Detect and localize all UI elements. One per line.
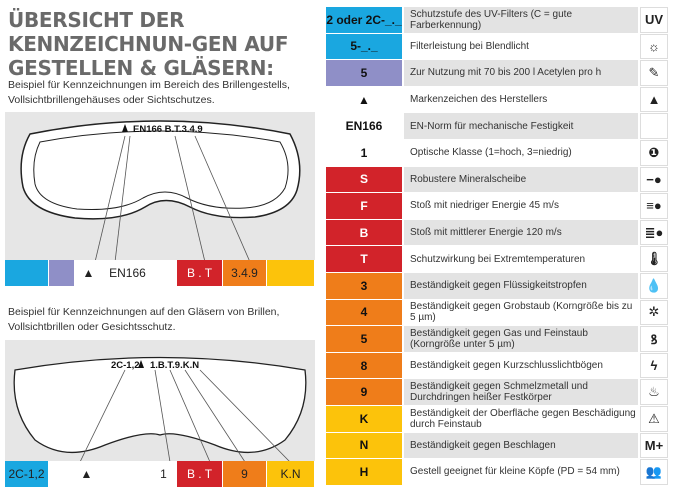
legend-code: K	[326, 406, 402, 432]
lens-caption: Beispiel für Kennzeichnungen auf den Gläsern von Brillen, Vollsichtbrillen oder Gesichtsschutz.	[8, 306, 280, 333]
legend-row	[326, 326, 668, 353]
legend-code: 4	[326, 300, 402, 326]
legend-symbol-icon: ✲	[640, 300, 668, 326]
legend-row	[326, 459, 668, 486]
legend-symbol-icon: ▲	[640, 87, 668, 113]
legend-symbol-icon: ☼	[640, 34, 668, 60]
legend-description: Beständigkeit gegen Schmelzmetall und Durchdringen heißer Festkörper	[404, 379, 638, 405]
legend-code: 5-_._	[326, 34, 402, 60]
lens-marking-uv: 2C-1,2	[111, 360, 140, 371]
legend-code: N	[326, 433, 402, 459]
legend-code: 5	[326, 326, 402, 352]
legend-description: Beständigkeit gegen Flüssigkeitstropfen	[404, 273, 638, 299]
legend-row	[326, 300, 668, 327]
legend-row	[326, 7, 668, 34]
code-lilac	[49, 260, 75, 286]
legend-symbol-icon: −●	[640, 167, 668, 193]
code-1: 1	[151, 461, 177, 487]
legend-code: ▲	[326, 87, 402, 113]
legend-symbol-icon: M+	[640, 433, 668, 459]
legend-code: T	[326, 246, 402, 272]
legend-row	[326, 113, 668, 140]
manufacturer-mark-icon: ▲	[73, 461, 101, 487]
marking-legend-table	[326, 7, 668, 486]
legend-symbol-icon: 🌡	[640, 246, 668, 272]
legend-symbol-icon: ✎	[640, 60, 668, 86]
manufacturer-mark-icon: ▲	[75, 260, 103, 286]
legend-row	[326, 406, 668, 433]
legend-row	[326, 87, 668, 114]
legend-symbol-icon: ≣●	[640, 220, 668, 246]
legend-row	[326, 140, 668, 167]
legend-row	[326, 193, 668, 220]
legend-symbol-icon: 👥	[640, 459, 668, 485]
legend-code: H	[326, 459, 402, 485]
legend-code: EN166	[326, 113, 402, 139]
legend-description: Beständigkeit gegen Grobstaub (Korngröße bis zu 5 µm)	[404, 300, 638, 326]
frame-marking: EN166 B.T.3.4.9	[133, 124, 203, 135]
frame-code-bar	[5, 260, 315, 286]
legend-row	[326, 246, 668, 273]
legend-description: Zur Nutzung mit 70 bis 200 l Acetylen pro h	[404, 60, 638, 86]
legend-symbol-icon: UV	[640, 7, 668, 33]
legend-row	[326, 34, 668, 61]
legend-row	[326, 433, 668, 460]
legend-description: Schutzstufe des UV-Filters (C = gute Farberkennung)	[404, 7, 638, 33]
legend-description: Beständigkeit gegen Kurzschlusslichtbögen	[404, 353, 638, 379]
code-9: 9	[223, 461, 267, 487]
frame-caption: Beispiel für Kennzeichnungen im Bereich des Brillengestells, Vollsichtbrillengehäuses oder Sichtschutzes.	[8, 79, 290, 106]
legend-code: 9	[326, 379, 402, 405]
code-349: 3.4.9	[223, 260, 267, 286]
legend-row	[326, 273, 668, 300]
legend-description: EN-Norm für mechanische Festigkeit	[404, 113, 638, 139]
legend-symbol-icon	[640, 113, 668, 139]
legend-symbol-icon: ⚠	[640, 406, 668, 432]
lens-goggle-illustration	[5, 340, 315, 462]
legend-code: 2 oder 2C-_._	[326, 7, 402, 33]
legend-code: S	[326, 167, 402, 193]
legend-code: 8	[326, 353, 402, 379]
legend-code: F	[326, 193, 402, 219]
legend-symbol-icon: ϟ	[640, 353, 668, 379]
legend-description: Robustere Mineralscheibe	[404, 167, 638, 193]
code-cyan	[5, 260, 49, 286]
frame-goggle-illustration	[5, 112, 315, 262]
legend-symbol-icon: ♨	[640, 379, 668, 405]
code-yellow	[267, 260, 315, 286]
code-2c12: 2C-1,2	[5, 461, 49, 487]
code-empty	[101, 461, 151, 487]
legend-code: B	[326, 220, 402, 246]
legend-description: Beständigkeit der Oberfläche gegen Beschädigung durch Feinstaub	[404, 406, 638, 432]
code-bt: B . T	[177, 461, 223, 487]
legend-description: Optische Klasse (1=hoch, 3=niedrig)	[404, 140, 638, 166]
legend-symbol-icon: ≡●	[640, 193, 668, 219]
code-spacer	[153, 260, 177, 286]
legend-code: 1	[326, 140, 402, 166]
code-en166: EN166	[103, 260, 153, 286]
legend-description: Beständigkeit gegen Gas und Feinstaub (Korngröße unter 5 µm)	[404, 326, 638, 352]
legend-code: 3	[326, 273, 402, 299]
lens-marking: 1.B.T.9.K.N	[150, 360, 200, 371]
legend-row	[326, 167, 668, 194]
legend-description: Beständigkeit gegen Beschlagen	[404, 433, 638, 459]
legend-symbol-icon: 💧	[640, 273, 668, 299]
code-spacer	[49, 461, 73, 487]
legend-symbol-icon: ꝸ	[640, 326, 668, 352]
code-bt: B . T	[177, 260, 223, 286]
page-title: ÜBERSICHT DER KENNZEICHNUN-GEN AUF GESTELLEN & GLÄSERN:	[8, 8, 289, 80]
legend-row	[326, 379, 668, 406]
legend-description: Filterleistung bei Blendlicht	[404, 34, 638, 60]
legend-row	[326, 60, 668, 87]
lens-code-bar	[5, 461, 315, 487]
legend-description: Markenzeichen des Herstellers	[404, 87, 638, 113]
legend-symbol-icon: ❶	[640, 140, 668, 166]
code-kn: K.N	[267, 461, 315, 487]
legend-description: Stoß mit niedriger Energie 45 m/s	[404, 193, 638, 219]
legend-code: 5	[326, 60, 402, 86]
legend-description: Schutzwirkung bei Extremtemperaturen	[404, 246, 638, 272]
legend-description: Gestell geeignet für kleine Köpfe (PD = 54 mm)	[404, 459, 638, 485]
legend-row	[326, 353, 668, 380]
legend-description: Stoß mit mittlerer Energie 120 m/s	[404, 220, 638, 246]
legend-row	[326, 220, 668, 247]
